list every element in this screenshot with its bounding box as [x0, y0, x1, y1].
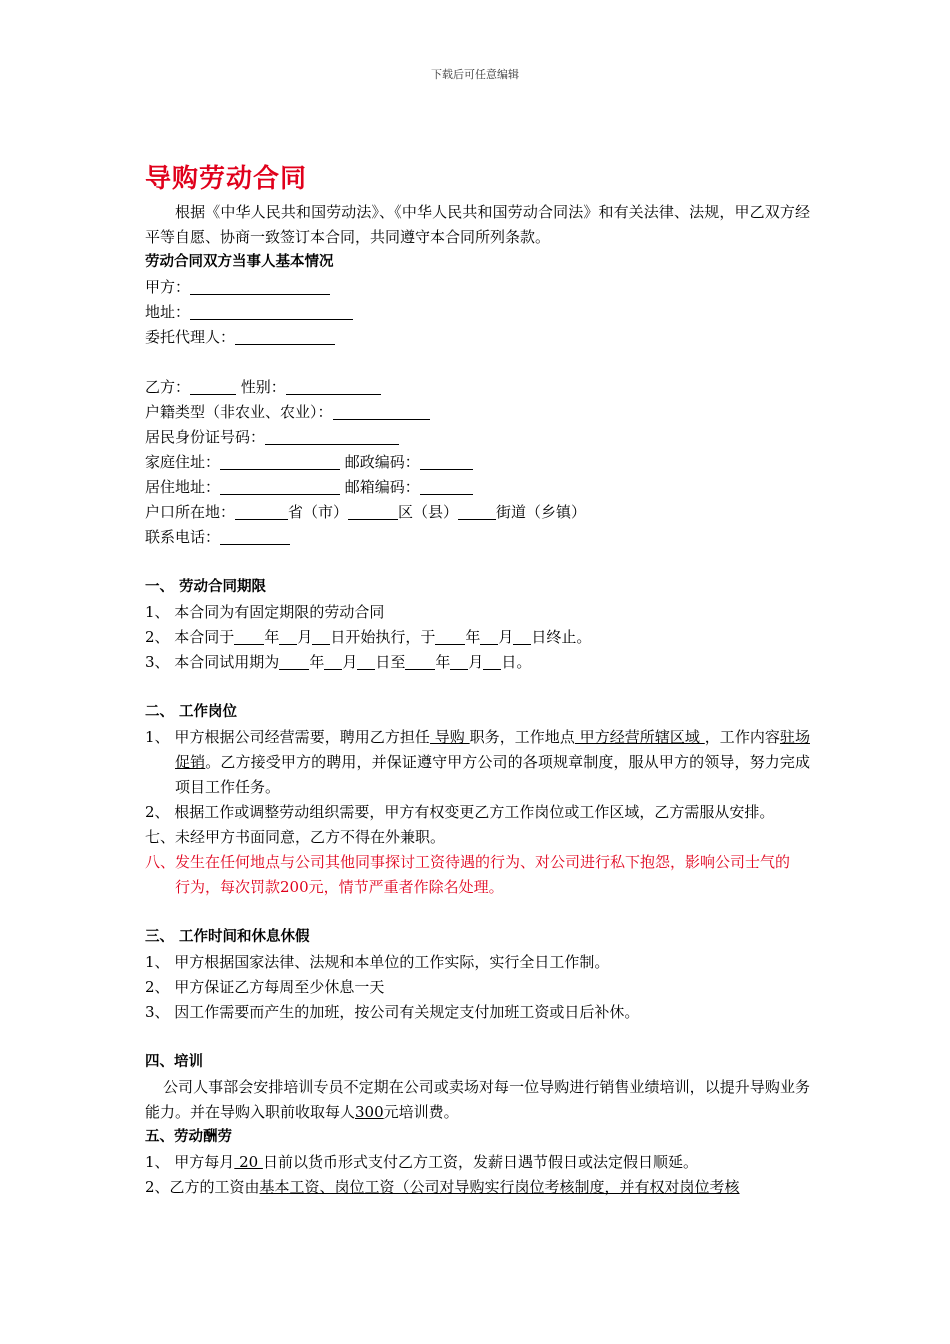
sec2-item8: 八、发生在任何地点与公司其他同事探讨工资待遇的行为、对公司进行私下抱怨，影响公司士气的行为，每次罚款200元，情节严重者作除名处理。	[145, 853, 791, 896]
sec2-item2: 2、 根据工作或调整劳动组织需要，甲方有权变更乙方工作岗位或工作区域，乙方需服从安排。	[145, 803, 775, 821]
party-b-line: 乙方： 性别：	[145, 375, 810, 400]
agent-blank	[235, 328, 335, 345]
agent-line: 委托代理人：	[145, 325, 810, 350]
hukou-line: 户口所在地： 省（市） 区（县） 街道（乡镇）	[145, 503, 587, 521]
sec1-item1: 1、 本合同为有固定期限的劳动合同	[145, 603, 385, 621]
document-body	[145, 200, 810, 1200]
parties-heading: 劳动合同双方当事人基本情况	[145, 254, 334, 270]
sec2-item7: 七、未经甲方书面同意，乙方不得在外兼职。	[145, 828, 446, 846]
party-a-line: 甲方：	[145, 275, 810, 300]
section4-heading: 四、培训	[145, 1054, 203, 1070]
page-header: 下载后可任意编辑	[431, 68, 519, 81]
residence-line: 居住地址： 邮箱编码：	[145, 475, 810, 500]
address-blank	[190, 303, 353, 320]
intro-paragraph: 根据《中华人民共和国劳动法》、《中华人民共和国劳动合同法》和有关法律、法规，甲乙双方经平等自愿、协商一致签订本合同，共同遵守本合同所列条款。	[145, 203, 810, 246]
sec4-text: 公司人事部会安排培训专员不定期在公司或卖场对每一位导购进行销售业绩培训，以提升导购业务能力。并在导购入职前收取每人300元培训费。	[145, 1078, 810, 1121]
sec3-item2: 2、 甲方保证乙方每周至少休息一天	[145, 978, 385, 996]
sec3-item1: 1、 甲方根据国家法律、法规和本单位的工作实际，实行全日工作制。	[145, 953, 610, 971]
section3-heading: 三、 工作时间和休息休假	[145, 929, 310, 945]
sec2-item1: 1、 甲方根据公司经营需要，聘用乙方担任 导购 职务，工作地点 甲方经营所辖区域 ，工作内容驻场促销。乙方接受甲方的聘用，并保证遵守甲方公司的各项规章制度，服从甲方的领导，努力完成项目工作任务。	[145, 728, 810, 796]
address-line: 地址：	[145, 300, 810, 325]
sec1-item3: 3、 本合同试用期为 年 月 日至 年 月 日。	[145, 653, 532, 671]
home-address-line: 家庭住址： 邮政编码：	[145, 450, 810, 475]
sec3-item3: 3、 因工作需要而产生的加班，按公司有关规定支付加班工资或日后补休。	[145, 1003, 640, 1021]
section2-heading: 二、 工作岗位	[145, 704, 238, 720]
sec5-item2: 2、乙方的工资由基本工资、岗位工资（公司对导购实行岗位考核制度，并有权对岗位考核	[145, 1178, 740, 1196]
phone-line: 联系电话：	[145, 525, 810, 550]
section5-heading: 五、劳动酬劳	[145, 1129, 232, 1145]
sec5-item1: 1、 甲方每月 20 日前以货币形式支付乙方工资，发薪日遇节假日或法定假日顺延。	[145, 1153, 698, 1171]
section1-heading: 一、 劳动合同期限	[145, 579, 267, 595]
id-number-line: 居民身份证号码：	[145, 425, 810, 450]
document-title: 导购劳动合同	[145, 164, 308, 194]
household-type-line: 户籍类型（非农业、农业）：	[145, 400, 810, 425]
sec1-item2: 2、 本合同于 年 月 日开始执行，于 年 月 日终止。	[145, 628, 592, 646]
party-a-blank	[190, 278, 330, 295]
